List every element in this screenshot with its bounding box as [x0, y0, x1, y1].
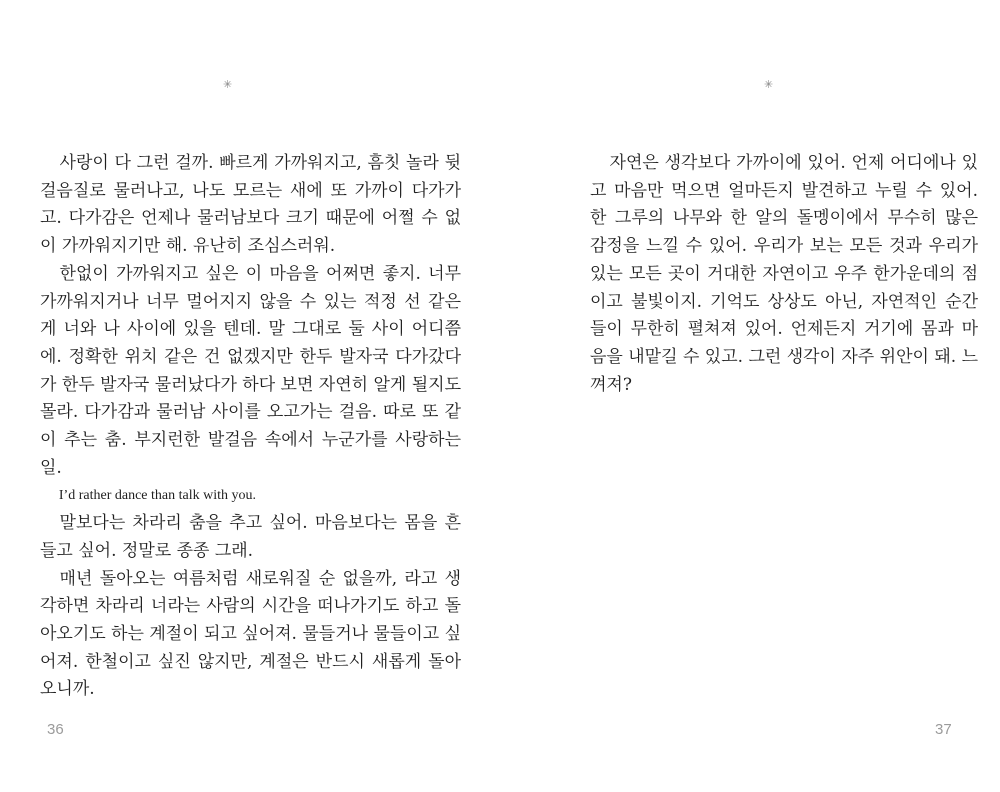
body-paragraph: 자연은 생각보다 가까이에 있어. 언제 어디에나 있고 마음만 먹으면 얼마든지 발견하고 누릴 수 있어. 한 그루의 나무와 한 알의 돌멩이에서 무수히 많은 감정을 느낄 수 있어. 우리가 보는 모든 것과 우리가 있는 모든 곳이 거대한 자연이고 우주 한가운데의 점이고 불빛이지. 기억도 상상도 아닌, 자연적인 순간들이 무한히 펼쳐져 있어. 언제든지 거기에 몸과 마음을 내맡길 수 있고. 그런 생각이 자주 위안이 돼. 느껴져?: [590, 153, 978, 395]
left-page-text-block: [40, 150, 461, 704]
body-paragraph: 매년 돌아오는 여름처럼 새로워질 순 없을까, 라고 생각하면 차라리 너라는 사람의 시간을 떠나가기도 하고 돌아오기도 하는 계절이 되고 싶어져. 물들거나 물들이고 싶어져. 한철이고 싶진 않지만, 계절은 반드시 새롭게 돌아오니까.: [40, 568, 461, 700]
page-number-right: 37: [935, 721, 952, 738]
body-paragraph: 사랑이 다 그런 걸까. 빠르게 가까워지고, 흠칫 놀라 뒷걸음질로 물러나고, 나도 모르는 새에 또 가까이 다가가고. 다가감은 언제나 물러남보다 크기 때문에 어쩔 수 없이 가까워지기만 해. 유난히 조심스러워.: [40, 153, 461, 257]
right-page-text-block: [590, 150, 978, 399]
body-paragraph: 한없이 가까워지고 싶은 이 마음을 어쩌면 좋지. 너무 가까워지거나 너무 멀어지지 않을 수 있는 적정 선 같은 게 너와 나 사이에 있을 텐데. 말 그대로 둘 사이 어디쯤에. 정확한 위치 같은 건 없겠지만 한두 발자국 다가갔다가 한두 발자국 물러났다가 하다 보면 자연히 알게 될지도 몰라. 다가감과 물러남 사이를 오고가는 걸음. 따로 또 같이 추는 춤. 부지런한 발걸음 속에서 누군가를 사랑하는 일.: [40, 263, 461, 478]
english-quote-line: I’d rather dance than talk with you.: [58, 488, 256, 504]
section-asterisk-ornament-right: ✳: [764, 78, 774, 91]
page-number-left: 36: [47, 721, 64, 738]
section-asterisk-ornament-left: ✳: [223, 78, 233, 91]
body-paragraph: 말보다는 차라리 춤을 추고 싶어. 마음보다는 몸을 흔들고 싶어. 정말로 종종 그래.: [40, 513, 461, 561]
